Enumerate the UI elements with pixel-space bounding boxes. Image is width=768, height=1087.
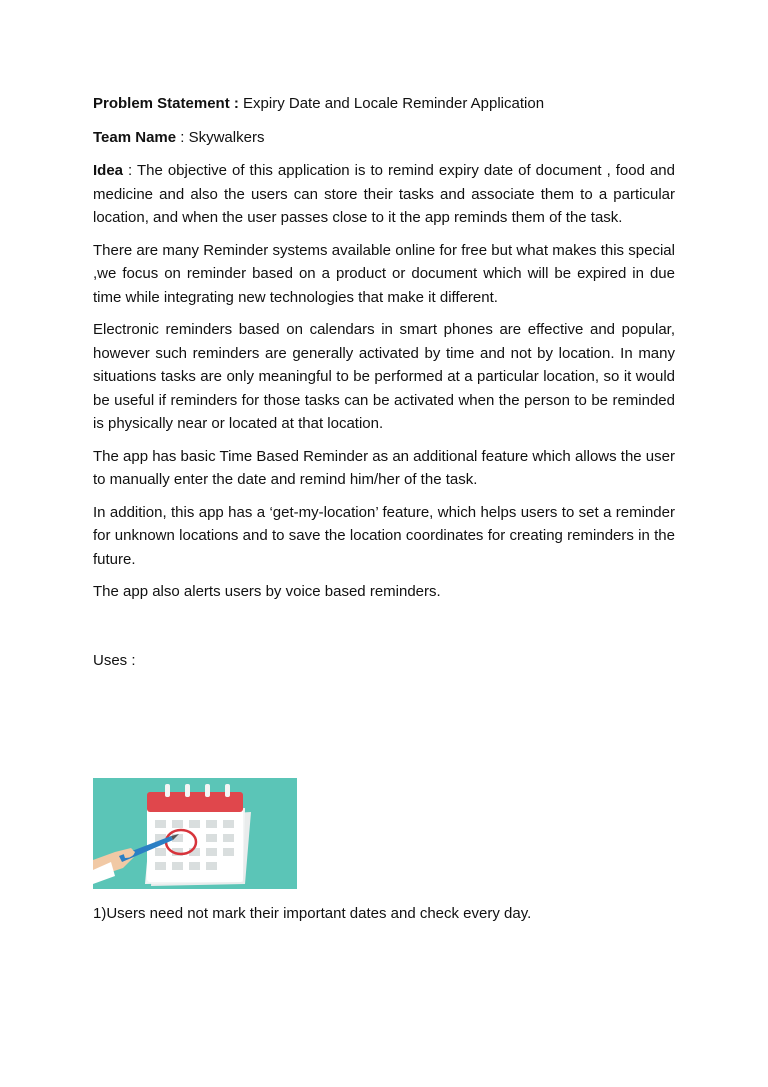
idea-label: Idea (93, 162, 124, 179)
team-name-text: : Skywalkers (176, 128, 265, 146)
paragraph-time-based: The app has basic Time Based Reminder as an additional feature which allows the user to manually enter the date and remind him/her of the task. (93, 447, 675, 488)
problem-statement-text: Expiry Date and Locale Reminder Application (238, 95, 545, 112)
paragraph-get-my-location: In addition, this app has a ‘get-my-location’ feature, which helps users to set a reminder for unknown locations and to save the location coordinates for creating reminders in the future. (93, 503, 675, 568)
problem-statement-label: Problem Statement : (93, 95, 239, 112)
uses-item-1: 1)Users need not mark their important dates and check every day. (93, 905, 532, 922)
calendar-with-pen-icon (93, 778, 297, 889)
uses-heading: Uses : (93, 651, 136, 669)
paragraph-voice-alerts: The app also alerts users by voice based reminders. (93, 583, 441, 600)
idea-text: : The objective of this application is to remind expiry date of document , food and medicine and also the users can store their tasks and associate them to a particular location, and when the user passes close to it the app reminds them of the task. (93, 162, 675, 226)
document-page (93, 92, 675, 672)
idea (93, 159, 675, 230)
team-name-label: Team Name (93, 128, 177, 146)
paragraph-electronic-reminders: Electronic reminders based on calendars in smart phones are effective and popular, however such reminders are generally activated by time and not by location. In many situations tasks are only meaningful to be performed at a particular location, so it would be useful if reminders for those tasks can be activated when the person to be reminded is physically near or located at that location. (93, 321, 675, 432)
paragraph-reminder-systems: There are many Reminder systems available online for free but what makes this special ,we focus on reminder based on a product or document which will be expired in due time while integrating new technologies that make it different. (93, 241, 675, 306)
team-name (93, 126, 675, 150)
problem-statement (93, 92, 675, 116)
